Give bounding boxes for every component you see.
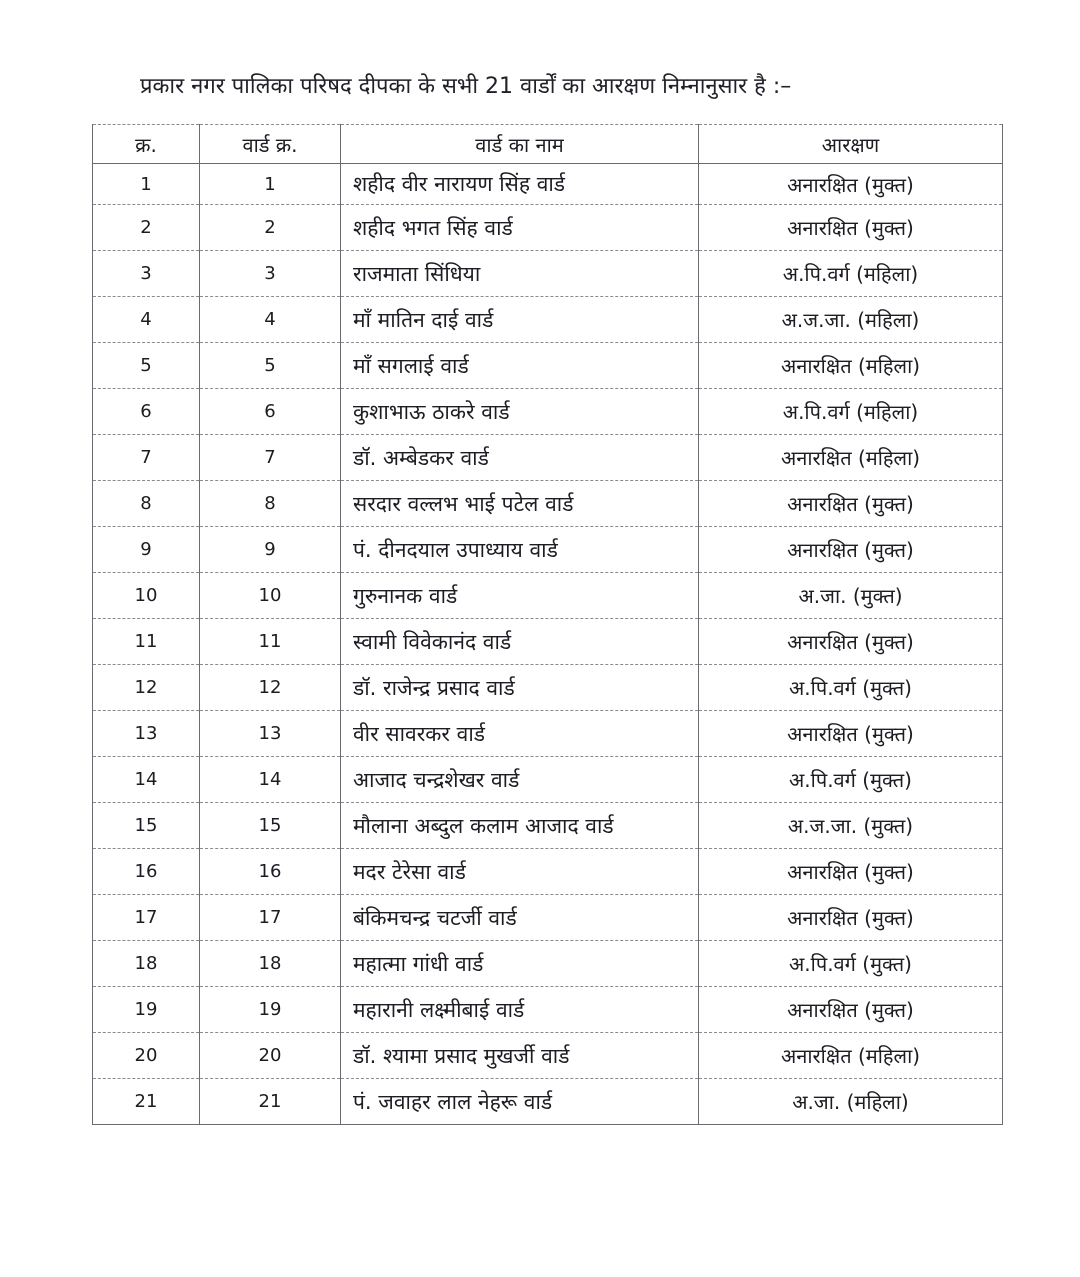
reservation-cell: अनारक्षित (मुक्त) xyxy=(699,164,1003,205)
reservation-cell: अनारक्षित (मुक्त) xyxy=(699,711,1003,757)
reservation-cell: अ.जा. (महिला) xyxy=(699,1079,1003,1125)
reservation-cell: अनारक्षित (महिला) xyxy=(699,435,1003,481)
serial-cell: 15 xyxy=(93,803,200,849)
table-row xyxy=(93,205,1003,251)
ward-name-cell: शहीद भगत सिंह वार्ड xyxy=(341,205,699,251)
ward-no-cell: 13 xyxy=(200,711,341,757)
table-row xyxy=(93,164,1003,205)
ward-name-cell: माँ मातिन दाई वार्ड xyxy=(341,297,699,343)
serial-cell: 12 xyxy=(93,665,200,711)
serial-cell: 8 xyxy=(93,481,200,527)
ward-no-cell: 4 xyxy=(200,297,341,343)
reservation-cell: अनारक्षित (मुक्त) xyxy=(699,987,1003,1033)
reservation-cell: अनारक्षित (मुक्त) xyxy=(699,619,1003,665)
reservation-cell: अ.पि.वर्ग (मुक्त) xyxy=(699,757,1003,803)
ward-no-cell: 11 xyxy=(200,619,341,665)
ward-name-cell: डॉ. अम्बेडकर वार्ड xyxy=(341,435,699,481)
ward-no-cell: 5 xyxy=(200,343,341,389)
serial-cell: 11 xyxy=(93,619,200,665)
reservation-cell: अनारक्षित (मुक्त) xyxy=(699,527,1003,573)
ward-no-cell: 3 xyxy=(200,251,341,297)
reservation-cell: अ.ज.जा. (मुक्त) xyxy=(699,803,1003,849)
ward-reservation-table xyxy=(92,124,1003,1125)
document-heading: प्रकार नगर पालिका परिषद दीपका के सभी 21 वार्डों का आरक्षण निम्नानुसार है :– xyxy=(140,74,792,99)
table-row xyxy=(93,665,1003,711)
header-reservation: आरक्षण xyxy=(699,125,1003,164)
table-row xyxy=(93,619,1003,665)
ward-name-cell: मौलाना अब्दुल कलाम आजाद वार्ड xyxy=(341,803,699,849)
ward-no-cell: 10 xyxy=(200,573,341,619)
ward-name-cell: पं. दीनदयाल उपाध्याय वार्ड xyxy=(341,527,699,573)
table-row xyxy=(93,343,1003,389)
serial-cell: 9 xyxy=(93,527,200,573)
serial-cell: 2 xyxy=(93,205,200,251)
reservation-cell: अनारक्षित (मुक्त) xyxy=(699,895,1003,941)
serial-cell: 1 xyxy=(93,164,200,205)
reservation-cell: अनारक्षित (मुक्त) xyxy=(699,849,1003,895)
table-row xyxy=(93,389,1003,435)
reservation-cell: अ.पि.वर्ग (मुक्त) xyxy=(699,941,1003,987)
ward-name-cell: डॉ. श्यामा प्रसाद मुखर्जी वार्ड xyxy=(341,1033,699,1079)
header-row xyxy=(93,125,1003,164)
table-header xyxy=(93,125,1003,164)
ward-name-cell: शहीद वीर नारायण सिंह वार्ड xyxy=(341,164,699,205)
serial-cell: 21 xyxy=(93,1079,200,1125)
ward-name-cell: राजमाता सिंधिया xyxy=(341,251,699,297)
reservation-cell: अनारक्षित (महिला) xyxy=(699,343,1003,389)
table-row xyxy=(93,849,1003,895)
ward-name-cell: गुरुनानक वार्ड xyxy=(341,573,699,619)
serial-cell: 3 xyxy=(93,251,200,297)
table-row xyxy=(93,803,1003,849)
ward-no-cell: 2 xyxy=(200,205,341,251)
ward-name-cell: कुशाभाऊ ठाकरे वार्ड xyxy=(341,389,699,435)
ward-name-cell: सरदार वल्लभ भाई पटेल वार्ड xyxy=(341,481,699,527)
ward-name-cell: पं. जवाहर लाल नेहरू वार्ड xyxy=(341,1079,699,1125)
table-row xyxy=(93,251,1003,297)
reservation-cell: अ.पि.वर्ग (महिला) xyxy=(699,389,1003,435)
reservation-cell: अ.पि.वर्ग (मुक्त) xyxy=(699,665,1003,711)
ward-name-cell: महारानी लक्ष्मीबाई वार्ड xyxy=(341,987,699,1033)
reservation-cell: अ.ज.जा. (महिला) xyxy=(699,297,1003,343)
ward-name-cell: माँ सगलाई वार्ड xyxy=(341,343,699,389)
serial-cell: 17 xyxy=(93,895,200,941)
table-row xyxy=(93,1033,1003,1079)
table-row xyxy=(93,711,1003,757)
ward-no-cell: 18 xyxy=(200,941,341,987)
reservation-cell: अनारक्षित (महिला) xyxy=(699,1033,1003,1079)
ward-name-cell: आजाद चन्द्रशेखर वार्ड xyxy=(341,757,699,803)
ward-no-cell: 21 xyxy=(200,1079,341,1125)
table-row xyxy=(93,895,1003,941)
ward-no-cell: 1 xyxy=(200,164,341,205)
ward-no-cell: 14 xyxy=(200,757,341,803)
serial-cell: 18 xyxy=(93,941,200,987)
serial-cell: 16 xyxy=(93,849,200,895)
table-row xyxy=(93,757,1003,803)
ward-no-cell: 20 xyxy=(200,1033,341,1079)
reservation-cell: अनारक्षित (मुक्त) xyxy=(699,481,1003,527)
table-row xyxy=(93,1079,1003,1125)
serial-cell: 14 xyxy=(93,757,200,803)
table-row xyxy=(93,573,1003,619)
reservation-cell: अ.जा. (मुक्त) xyxy=(699,573,1003,619)
ward-no-cell: 16 xyxy=(200,849,341,895)
header-ward-no: वार्ड क्र. xyxy=(200,125,341,164)
reservation-cell: अ.पि.वर्ग (महिला) xyxy=(699,251,1003,297)
ward-no-cell: 15 xyxy=(200,803,341,849)
ward-no-cell: 8 xyxy=(200,481,341,527)
ward-name-cell: महात्मा गांधी वार्ड xyxy=(341,941,699,987)
table-row xyxy=(93,527,1003,573)
ward-name-cell: मदर टेरेसा वार्ड xyxy=(341,849,699,895)
ward-no-cell: 7 xyxy=(200,435,341,481)
table-row xyxy=(93,435,1003,481)
serial-cell: 19 xyxy=(93,987,200,1033)
table-row xyxy=(93,481,1003,527)
ward-no-cell: 9 xyxy=(200,527,341,573)
table-row xyxy=(93,941,1003,987)
ward-name-cell: स्वामी विवेकानंद वार्ड xyxy=(341,619,699,665)
ward-no-cell: 17 xyxy=(200,895,341,941)
ward-no-cell: 6 xyxy=(200,389,341,435)
ward-name-cell: वीर सावरकर वार्ड xyxy=(341,711,699,757)
serial-cell: 4 xyxy=(93,297,200,343)
serial-cell: 5 xyxy=(93,343,200,389)
ward-name-cell: बंकिमचन्द्र चटर्जी वार्ड xyxy=(341,895,699,941)
serial-cell: 13 xyxy=(93,711,200,757)
header-serial: क्र. xyxy=(93,125,200,164)
serial-cell: 7 xyxy=(93,435,200,481)
table-body xyxy=(93,164,1003,1125)
reservation-cell: अनारक्षित (मुक्त) xyxy=(699,205,1003,251)
table-row xyxy=(93,297,1003,343)
header-ward-name: वार्ड का नाम xyxy=(341,125,699,164)
serial-cell: 10 xyxy=(93,573,200,619)
table-row xyxy=(93,987,1003,1033)
ward-no-cell: 19 xyxy=(200,987,341,1033)
serial-cell: 20 xyxy=(93,1033,200,1079)
ward-no-cell: 12 xyxy=(200,665,341,711)
serial-cell: 6 xyxy=(93,389,200,435)
ward-name-cell: डॉ. राजेन्द्र प्रसाद वार्ड xyxy=(341,665,699,711)
